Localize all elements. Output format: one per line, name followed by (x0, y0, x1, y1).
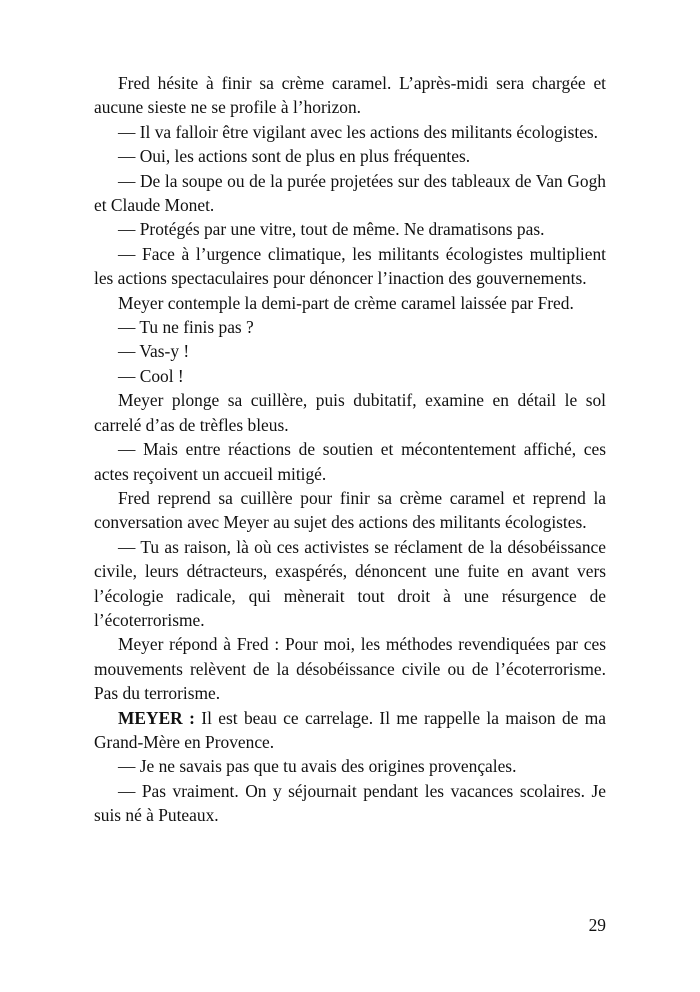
paragraph (94, 169, 606, 218)
paragraph-text: — De la soupe ou de la purée projetées sur des tableaux de Van Gogh et Claude Monet. (94, 170, 606, 216)
paragraph (94, 437, 606, 486)
paragraph (94, 242, 606, 291)
paragraph-text: Meyer contemple la demi-part de crème caramel laissée par Fred. (118, 292, 574, 313)
paragraph (94, 364, 606, 388)
page-number: 29 (588, 915, 606, 935)
paragraph-text: Meyer plonge sa cuillère, puis dubitatif, examine en détail le sol carrelé d’as de trèfles bleus. (94, 390, 606, 435)
paragraph (94, 706, 606, 755)
paragraph-text: — Il va falloir être vigilant avec les actions des militants écologistes. (118, 121, 599, 142)
paragraph-text: — Vas-y ! (118, 341, 190, 362)
paragraph (94, 315, 606, 339)
speaker-name: MEYER : (118, 707, 195, 728)
paragraph (94, 632, 606, 705)
paragraph (94, 120, 606, 144)
paragraph-text: — Cool ! (118, 365, 184, 386)
paragraph (94, 71, 606, 120)
paragraph-text: — Mais entre réactions de soutien et mécontentement affiché, ces actes reçoivent un accueil mitigé. (94, 439, 606, 484)
paragraph (94, 388, 606, 437)
paragraph-text: Fred reprend sa cuillère pour finir sa crème caramel et reprend la conversation avec Meyer au sujet des actions des militants écologistes. (94, 487, 606, 533)
paragraph (94, 486, 606, 535)
paragraph-text: — Oui, les actions sont de plus en plus fréquentes. (118, 146, 471, 167)
paragraph-text: — Pas vraiment. On y séjournait pendant les vacances scolaires. Je suis né à Puteaux. (94, 780, 606, 826)
paragraph-text: — Je ne savais pas que tu avais des origines provençales. (118, 756, 517, 777)
paragraph-text: — Protégés par une vitre, tout de même. Ne dramatisons pas. (118, 219, 545, 240)
paragraph-text: — Face à l’urgence climatique, les militants écologistes multiplient les actions spectaculaires pour dénoncer l’inaction des gouvernements. (94, 243, 606, 289)
paragraph-text: Meyer répond à Fred : Pour moi, les méthodes revendiquées par ces mouvements relèvent de la désobéissance civile ou de l’écoterrorisme. Pas du terrorisme. (94, 634, 606, 704)
paragraph (94, 339, 606, 363)
body-text (94, 71, 606, 828)
paragraph-text: Fred hésite à finir sa crème caramel. L’après-midi sera chargée et aucune sieste ne se profile à l’horizon. (94, 73, 606, 118)
paragraph (94, 535, 606, 633)
paragraph (94, 291, 606, 315)
paragraph (94, 217, 606, 241)
paragraph-text: — Tu as raison, là où ces activistes se réclament de la désobéissance civile, leurs détracteurs, exaspérés, dénoncent une fuite en avant vers l’écologie radicale, qui mènerait tout droit à une résurgence de l’écoterrorisme. (94, 536, 606, 630)
paragraph-text: Il est beau ce carrelage. Il me rappelle la maison de ma Grand-Mère en Provence. (94, 707, 606, 752)
paragraph (94, 144, 606, 168)
paragraph (94, 779, 606, 828)
paragraph (94, 754, 606, 778)
paragraph-text: — Tu ne finis pas ? (118, 317, 254, 338)
